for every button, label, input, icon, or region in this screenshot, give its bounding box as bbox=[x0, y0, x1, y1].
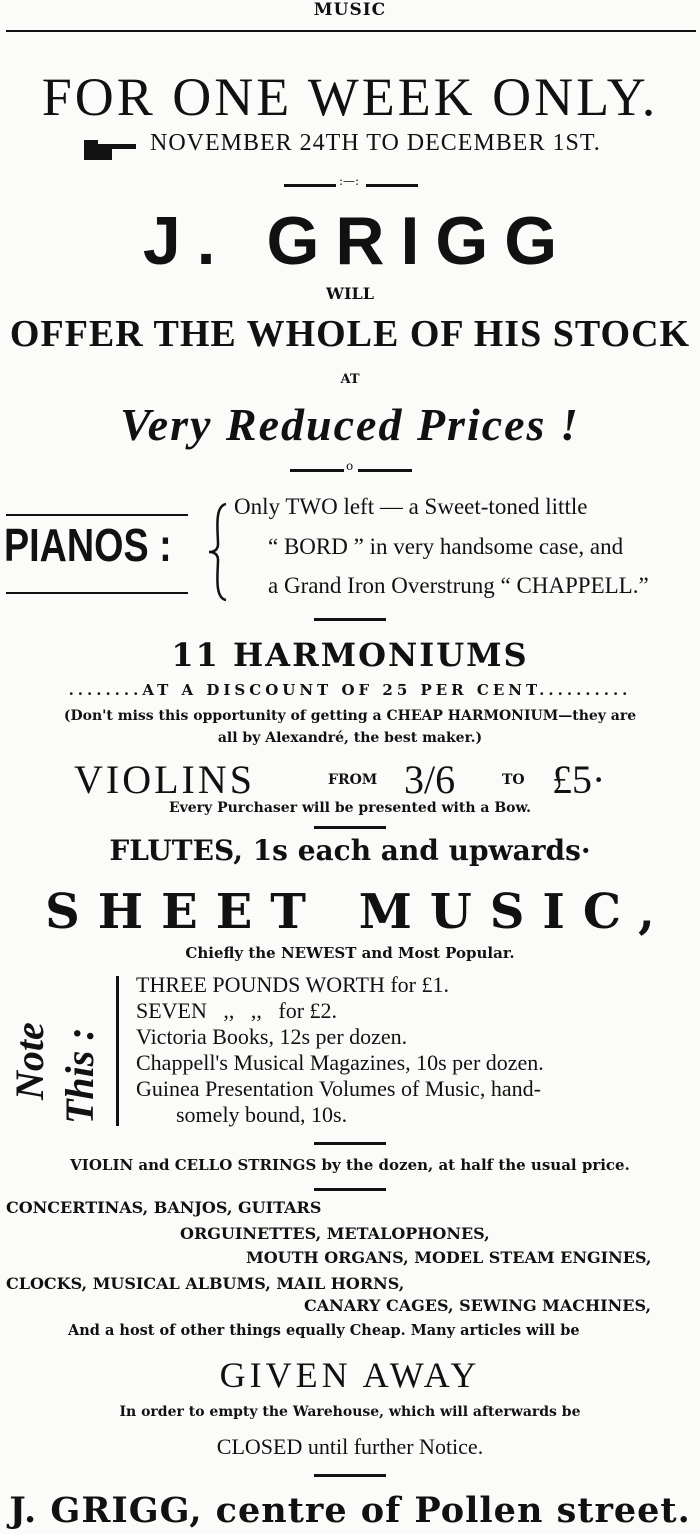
violins-from: FROM bbox=[328, 772, 378, 788]
sundries-rule bbox=[314, 1188, 386, 1191]
pianos-label: PIANOS : bbox=[4, 519, 172, 571]
note-line-2: SEVEN ,, ,, for £2. bbox=[136, 998, 338, 1023]
divider-1: :—: bbox=[339, 174, 360, 188]
header-rule bbox=[6, 30, 696, 32]
pointing-hand-icon bbox=[82, 136, 142, 168]
footer-rule bbox=[314, 1474, 386, 1477]
sundries-line-1: CONCERTINAS, BANJOS, GUITARS bbox=[6, 1198, 322, 1217]
sheet-music-subtitle: Chiefly the NEWEST and Most Popular. bbox=[185, 944, 515, 962]
headline: FOR ONE WEEK ONLY. bbox=[41, 67, 659, 127]
pianos-line-2: “ BORD ” in very handsome case, and bbox=[268, 534, 624, 559]
sheet-music-title: SHEET MUSIC, bbox=[45, 884, 673, 940]
note-line-3: Victoria Books, 12s per dozen. bbox=[136, 1024, 408, 1049]
offer-text: OFFER THE WHOLE OF HIS STOCK bbox=[9, 313, 691, 355]
strings-rule bbox=[314, 1142, 386, 1145]
this-word: This : bbox=[57, 1027, 102, 1124]
violins-to: TO bbox=[502, 772, 525, 788]
merchant-name: J. GRIGG bbox=[142, 203, 574, 279]
sundries-line-2: ORGUINETTES, METALOPHONES, bbox=[180, 1224, 490, 1243]
sundries-line-3: MOUTH ORGANS, MODEL STEAM ENGINES, bbox=[246, 1248, 652, 1267]
divider-2-right bbox=[358, 469, 412, 472]
violins-high-price: £5· bbox=[552, 757, 606, 802]
violins-word: VIOLINS bbox=[74, 757, 255, 802]
empty-warehouse-text: In order to empty the Warehouse, which will afterwards be bbox=[119, 1404, 581, 1420]
at-text: AT bbox=[340, 372, 360, 387]
harmoniums-rule bbox=[314, 618, 386, 621]
sundries-line-5: CANARY CAGES, SEWING MACHINES, bbox=[304, 1296, 652, 1315]
sundries-line-4: CLOCKS, MUSICAL ALBUMS, MAIL HORNS, bbox=[6, 1274, 405, 1293]
divider-1-right bbox=[366, 184, 418, 187]
flutes-rule bbox=[314, 826, 386, 829]
divider-2-left bbox=[290, 469, 344, 472]
harmoniums-title: 11 HARMONIUMS bbox=[171, 636, 529, 674]
pianos-rule-bottom bbox=[6, 592, 188, 594]
harmoniums-note-2: all by Alexandré, the best maker.) bbox=[217, 730, 483, 746]
strings-text: VIOLIN and CELLO STRINGS by the dozen, at half the usual price. bbox=[70, 1156, 630, 1174]
divider-2: o bbox=[346, 459, 354, 473]
reduced-prices-text: Very Reduced Prices ! bbox=[120, 399, 580, 450]
will-text: WILL bbox=[326, 284, 374, 303]
section-header: MUSIC bbox=[313, 0, 387, 20]
given-away-text: GIVEN AWAY bbox=[219, 1355, 481, 1395]
pianos-line-1: Only TWO left — a Sweet-toned little bbox=[234, 494, 588, 519]
flutes-text: FLUTES, 1s each and upwards· bbox=[109, 834, 591, 867]
footer-address: J. GRIGG, centre of Pollen street. bbox=[9, 1490, 691, 1531]
note-line-4: Chappell's Musical Magazines, 10s per dozen. bbox=[136, 1050, 544, 1075]
brace-icon bbox=[206, 502, 230, 606]
dates: NOVEMBER 24TH TO DECEMBER 1ST. bbox=[150, 130, 601, 156]
pianos-line-3: a Grand Iron Overstrung “ CHAPPELL.” bbox=[268, 573, 649, 598]
violins-bow-note: Every Purchaser will be presented with a Bow. bbox=[168, 800, 532, 816]
note-line-6: somely bound, 10s. bbox=[176, 1102, 348, 1127]
note-line-1: THREE POUNDS WORTH for £1. bbox=[136, 972, 449, 997]
closed-notice: CLOSED until further Notice. bbox=[216, 1434, 484, 1459]
sundries-line-6: And a host of other things equally Cheap. Many articles will be bbox=[68, 1322, 580, 1339]
pianos-rule-top bbox=[6, 514, 188, 516]
note-word: Note bbox=[7, 1022, 52, 1100]
harmoniums-note-1: (Don't miss this opportunity of getting a CHEAP HARMONIUM—they are bbox=[63, 708, 637, 724]
violins-low-price: 3/6 bbox=[404, 757, 456, 802]
divider-1-left bbox=[284, 184, 336, 187]
note-line-5: Guinea Presentation Volumes of Music, hand- bbox=[136, 1076, 541, 1101]
harmoniums-discount: ........AT A DISCOUNT OF 25 PER CENT.......... bbox=[68, 681, 632, 699]
note-vertical-rule bbox=[116, 976, 119, 1126]
